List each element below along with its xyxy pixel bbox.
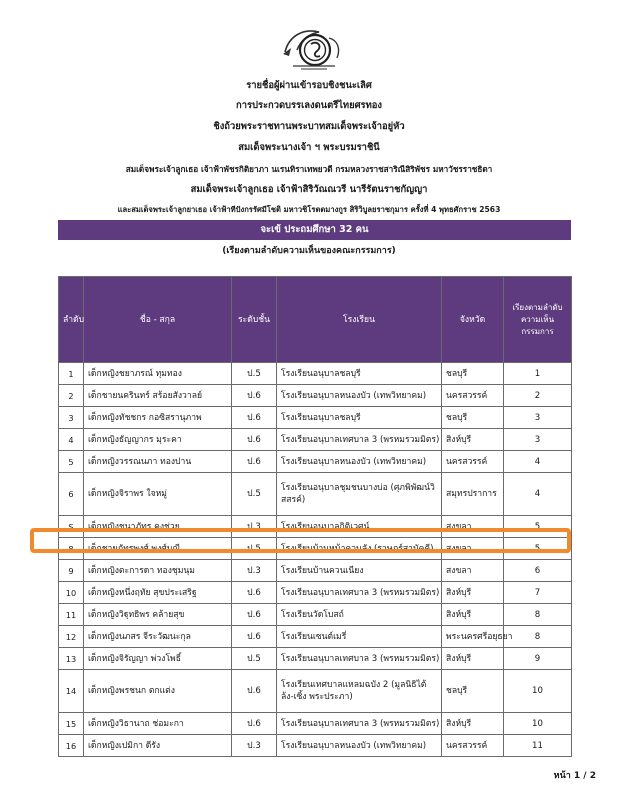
cell-no: 10 [59,582,84,604]
cell-school: โรงเรียนบ้านหน้าควนลัง (ราษฎร์สามัคคี) [277,538,442,560]
cell-name: เด็กหญิงวิธานาถ ช่อมะกา [84,713,232,735]
table-row [59,648,572,670]
col-header-name: ชื่อ - สกุล [84,277,232,363]
cell-school: โรงเรียนอนุบาลชลบุรี [277,407,442,429]
cell-school: โรงเรียนอนุบาลเทศบาล 3 (พรหมรวมมิตร) [277,582,442,604]
header-line-6: สมเด็จพระเจ้าลูกเธอ เจ้าฟ้าสิริวัณณวรี นารีรัตนราชกัญญา [190,184,428,195]
header-line-1: รายชื่อผู้ผ่านเข้ารอบชิงชนะเลิศ [246,80,372,91]
header-line-4: สมเด็จพระนางเจ้า ฯ พระบรมราชินี [238,142,380,153]
cell-province: นครสวรรค์ [442,385,504,407]
cell-rank: 11 [504,735,572,757]
header-line-2: การประกวดบรรเลงดนตรีไทยศรทอง [236,100,382,111]
table-row [59,407,572,429]
cell-level: ป.6 [232,604,277,626]
table-row [59,582,572,604]
cell-name: เด็กหญิงวรรณนภา ทองปาน [84,451,232,473]
cell-level: ป.3 [232,560,277,582]
cell-level: ป.6 [232,670,277,713]
table-row [59,451,572,473]
cell-province: ชลบุรี [442,363,504,385]
table-row [59,473,572,516]
cell-level: ป.5 [232,473,277,516]
cell-school: โรงเรียนอนุบาลหนองบัว (เทพวิทยาคม) [277,385,442,407]
cell-name: เด็กหญิงพรชนก ตกแต่ง [84,670,232,713]
cell-province: สงขลา [442,560,504,582]
table-row [59,713,572,735]
cell-no: 9 [59,560,84,582]
cell-name: เด็กหญิงทัชชกร กอซิสรานุภาพ [84,407,232,429]
cell-province: ชลบุรี [442,407,504,429]
cell-school: โรงเรียนบ้านควนเนียง [277,560,442,582]
cell-name: เด็กหญิงหนึ่งฤทัย สุขประเสริฐ [84,582,232,604]
cell-rank: 10 [504,713,572,735]
cell-no: 5 [59,451,84,473]
header-line-7: และสมเด็จพระเจ้าลูกยาเธอ เจ้าฟ้าทีปังกรรัศมีโชติ มหาวชิโรตตมางกูร สิริวิบูลยราชกุมาร ครั้งที่ 4 พุทธศักราช 2563 [117,205,501,214]
cell-no: 12 [59,626,84,648]
col-header-no: ลำดับ [59,277,84,363]
cell-no: 13 [59,648,84,670]
cell-no: 15 [59,713,84,735]
cell-no: 16 [59,735,84,757]
table-row [59,363,572,385]
cell-name: เด็กหญิงชนาภัทร คงช่วย [84,516,232,538]
cell-name: เด็กหญิงจิรัญญา พ่วงโพธิ์ [84,648,232,670]
cell-school: โรงเรียนเทศบาลแหลมฉบัง 2 (มูลนิธิไต้ล้ง-เซิ้ง พระประภา) [277,670,442,713]
cell-level: ป.6 [232,582,277,604]
cell-rank: 7 [504,582,572,604]
cell-province: สิงห์บุรี [442,604,504,626]
header-line-5: สมเด็จพระเจ้าลูกเธอ เจ้าฟ้าพัชรกิติยาภา นเรนทิราเทพยวดี กรมหลวงราชสาริณีสิริพัชร มหาวัชรราชธิดา [125,164,493,174]
emblem-logo [279,22,345,74]
cell-no: S [59,516,84,538]
cell-name: เด็กหญิงชยาภรณ์ ทุมทอง [84,363,232,385]
cell-level: ป.6 [232,451,277,473]
cell-rank: 4 [504,451,572,473]
cell-rank: 4 [504,473,572,516]
col-header-province: จังหวัด [442,277,504,363]
cell-level: ป.6 [232,626,277,648]
cell-school: โรงเรียนอนุบาลเทศบาล 3 (พรหมรวมมิตร) [277,429,442,451]
cell-rank: 8 [504,626,572,648]
cell-level: ป.6 [232,407,277,429]
cell-name: เด็กหญิงธัญญากร มุระคา [84,429,232,451]
cell-no: 4 [59,429,84,451]
cell-level: ป.6 [232,385,277,407]
col-header-rank: เรียงตามลำดับความเห็นกรรมการ [504,277,572,363]
cell-school: โรงเรียนเซนต์เมรี่ [277,626,442,648]
cell-level: ป.6 [232,713,277,735]
table-row [59,385,572,407]
col-header-school: โรงเรียน [277,277,442,363]
cell-school: โรงเรียนอนุบาลชุมชนบางบ่อ (ศุภพิพัฒน์วิสสรค์) [277,473,442,516]
cell-province: สิงห์บุรี [442,648,504,670]
cell-rank: 5 [504,516,572,538]
cell-school: โรงเรียนอนุบาลเทศบาล 3 (พรหมรวมมิตร) [277,648,442,670]
cell-no: 8 [59,538,84,560]
cell-province: นครสวรรค์ [442,451,504,473]
cell-level: ป.5 [232,363,277,385]
cell-rank: 1 [504,363,572,385]
highlight-box [30,528,571,553]
cell-name: เด็กหญิงจิราพร ใจหมู่ [84,473,232,516]
table-row [59,560,572,582]
cell-province: สงขลา [442,538,504,560]
cell-no: 14 [59,670,84,713]
cell-level: ป.6 [232,429,277,451]
cell-rank: 9 [504,648,572,670]
table-row [59,735,572,757]
cell-name: เด็กหญิงตะการดา ทองชุมนุม [84,560,232,582]
cell-school: โรงเรียนอนุบาลชลบุรี [277,363,442,385]
col-header-level: ระดับชั้น [232,277,277,363]
cell-name: เด็กชายภัทรพงศ์ พงศ์มณี [84,538,232,560]
cell-name: เด็กหญิงนภสร จีระวัฒนะกุล [84,626,232,648]
cell-province: ชลบุรี [442,670,504,713]
category-banner: จะเข้ ประถมศึกษา 32 คน [58,220,571,240]
cell-rank: 8 [504,604,572,626]
table-row [59,626,572,648]
cell-province: สิงห์บุรี [442,429,504,451]
cell-level: ป.3 [232,516,277,538]
cell-name: เด็กหญิงเปมิกา ดีรัง [84,735,232,757]
cell-no: 6 [59,473,84,516]
cell-name: เด็กหญิงวิฐุทธิพร คล้ายสุข [84,604,232,626]
sort-note: (เรียงตามลำดับความเห็นของคณะกรรมการ) [222,246,396,256]
cell-province: นครสวรรค์ [442,735,504,757]
cell-school: โรงเรียนวัดโบสถ์ [277,604,442,626]
cell-name: เด็กชายนครินทร์ สร้อยสังวาลย์ [84,385,232,407]
cell-level: ป.5 [232,648,277,670]
cell-school: โรงเรียนอนุบาลหนองบัว (เทพวิทยาคม) [277,735,442,757]
cell-no: 3 [59,407,84,429]
cell-rank: 5 [504,538,572,560]
cell-rank: 2 [504,385,572,407]
cell-rank: 3 [504,407,572,429]
table-row [59,670,572,713]
cell-level: ป.3 [232,735,277,757]
cell-province: สมุทรปราการ [442,473,504,516]
cell-school: โรงเรียนอนุบาลกิติเวศน์ [277,516,442,538]
cell-rank: 10 [504,670,572,713]
cell-no: 1 [59,363,84,385]
cell-school: โรงเรียนอนุบาลเทศบาล 3 (พรหมรวมมิตร) [277,713,442,735]
cell-province: สิงห์บุรี [442,713,504,735]
results-table [58,276,572,757]
page-number: หน้า 1 / 2 [553,771,596,781]
cell-province: พระนครศรีอยุธยา [442,626,504,648]
table-row [59,604,572,626]
cell-no: 2 [59,385,84,407]
cell-province: สงขลา [442,516,504,538]
cell-school: โรงเรียนอนุบาลหนองบัว (เทพวิทยาคม) [277,451,442,473]
table-header-row [59,277,572,363]
cell-no: 11 [59,604,84,626]
cell-rank: 3 [504,429,572,451]
header-line-3: ชิงถ้วยพระราชทานพระบาทสมเด็จพระเจ้าอยู่หัว [213,121,405,132]
table-row [59,429,572,451]
cell-province: สิงห์บุรี [442,582,504,604]
cell-level: ป.5 [232,538,277,560]
cell-rank: 6 [504,560,572,582]
